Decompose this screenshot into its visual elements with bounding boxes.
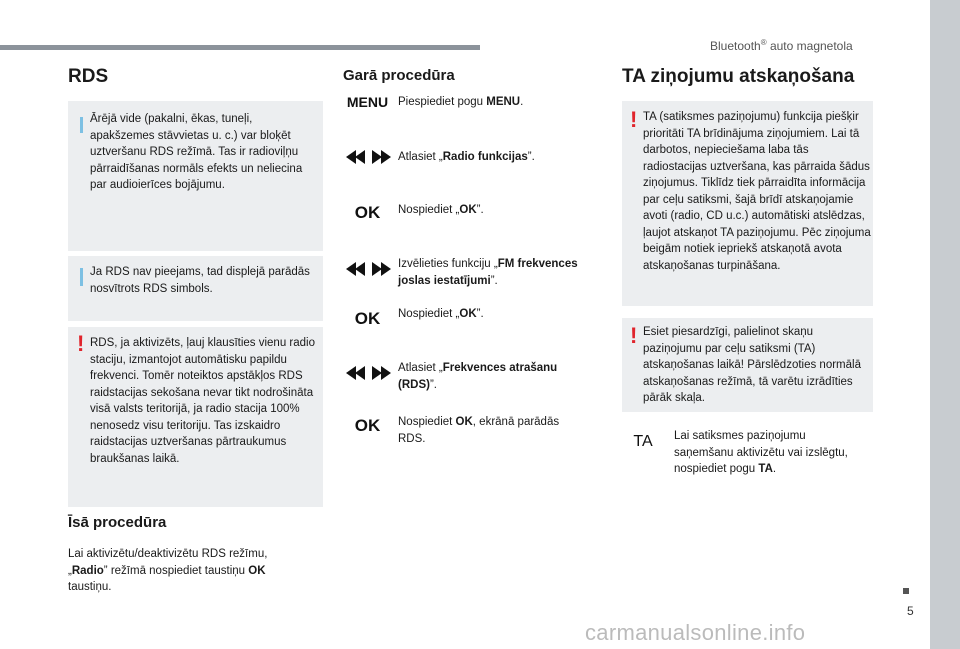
ta-step-text: Lai satiksmes paziņojumu saņemšanu aktivizētu vai izslēgtu, nospiediet pogu TA. [674,430,848,475]
ta-warning-2-text: Esiet piesardzīgi, palielinot skaņu paziņojumu par ceļu satiksmi (TA) atskaņošanas laikā! Pārslēdzoties normālā atskaņošanas režīmā, tā varētu izrādīties pārāk skaļa. [643,326,861,404]
ok-button-icon: OK [354,416,381,435]
left-right-arrows-icon [346,150,391,164]
short-procedure-text: Lai aktivizētu/deaktivizētu RDS režīmu, „Radio” režīmā nospiediet taustiņu OK taustiņu. [68,548,268,593]
ta-button-icon: TA [633,433,653,450]
info-icon [80,117,83,133]
warning-icon: ! [77,331,85,356]
left-right-arrows-icon [346,366,391,380]
page-marker [903,588,909,594]
step-2-text: Atlasiet „Radio funkcijas”. [398,151,535,163]
step-5-text: Nospiediet „OK”. [398,308,484,320]
rds-warning-text: RDS, ja aktivizēts, ļauj klausīties vienu radio staciju, izmantojot automātisku papildu frekvenci. Tomēr noteiktos apstākļos RDS raidstacijas sekošana nevar tikt nodrošināta visā valsts teritorijā, ja radio stacija 100% nenosedz visu teritoriju. Tas izskaidro raidstacijas uztveršanas pārtraukumus braukšanas laikā. [90,337,315,465]
long-procedure-heading: Garā procedūra [343,67,455,84]
step-1-text: Piespiediet pogu MENU. [398,96,524,108]
short-procedure-heading: Īsā procedūra [68,514,167,531]
step-6-text: Atlasiet „Frekvences atrašanu (RDS)”. [398,362,558,391]
rds-info-box-1 [68,101,323,251]
ok-button-icon: OK [354,203,381,222]
rds-info-2-text: Ja RDS nav pieejams, tad displejā parādās nosvītrots RDS simbols. [90,266,310,295]
info-icon [80,268,83,286]
ta-warning-box-1 [622,101,873,306]
ta-warning-box-2 [622,318,873,412]
step-3-text: Nospiediet „OK”. [398,204,484,216]
rds-heading: RDS [68,66,109,87]
rds-info-1-text: Ārējā vide (pakalni, ēkas, tuneļi, apakšzemes stāvvietas u. c.) var bloķēt uztveršanu RDS režīmā. Tas ir radioviļņu pārraidīšanas normāls efekts un neliecina par audioierīces bojājumu. [90,113,303,191]
rds-warning-box [68,327,323,507]
ta-warning-1-text: TA (satiksmes paziņojumu) funkcija piešķir prioritāti TA brīdinājuma ziņojumiem. Lai tā darbotos, nepieciešama laba tās radiostacijas uztveršana, kas pārraida šādus ziņojumus. Tiklīdz tiek pārraidīta informācija par ceļu satiksmi, šajā brīdī atskaņojamie avoti (radio, CD u.c.) automātiski atslēdzas, ļaujot atskaņot TA paziņojumu. Pēc ziņojuma beigām notiek iepriekš atskaņotā avota atskaņošanas turpināšana. [643,111,871,272]
rds-info-box-2 [68,256,323,321]
warning-icon: ! [630,323,638,348]
page-number: 5 [907,604,914,618]
watermark: carmanualsonline.info [585,620,806,645]
header-bar [0,45,480,50]
left-right-arrows-icon [346,262,391,276]
ok-button-icon: OK [354,309,381,328]
warning-icon: ! [630,107,638,132]
step-7-text: Nospiediet OK, ekrānā parādās RDS. [398,416,560,445]
right-sidebar-strip [930,0,960,649]
step-4-text: Izvēlieties funkciju „FM frekvences joslas iestatījumi”. [398,258,578,287]
ta-heading: TA ziņojumu atskaņošana [622,66,855,87]
menu-button-icon: MENU [346,94,389,110]
page-header-title: Bluetooth® auto magnetola [710,38,853,53]
